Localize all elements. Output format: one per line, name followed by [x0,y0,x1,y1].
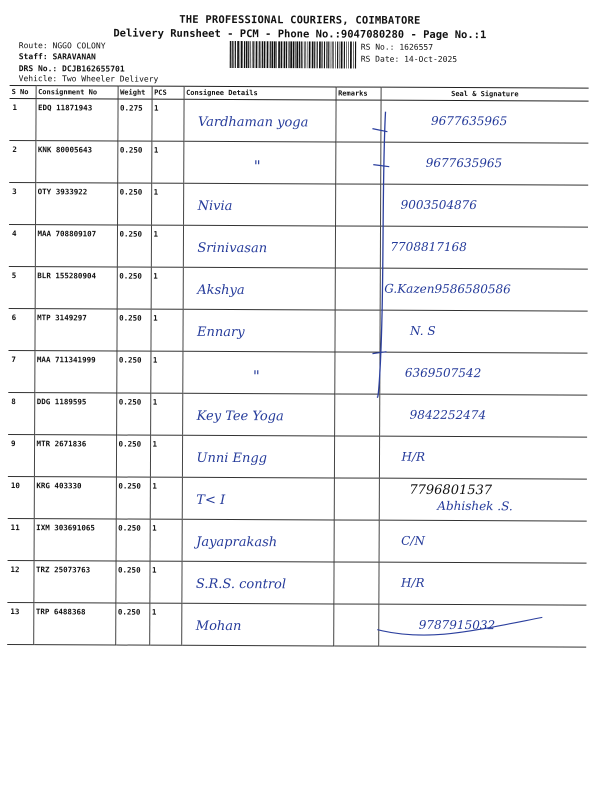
consignee-handwriting: S.R.S. control [195,576,287,593]
col-header-seal: Seal & Signature [381,87,589,101]
consignment-cell: MTP 3149297 [34,309,116,351]
consignee-handwriting: Key Tee Yoga [196,408,284,425]
signature-handwriting: 6369507542 [404,365,482,381]
sno-cell: 4 [9,225,35,267]
route-label: Route: [18,41,48,51]
consignment-cell: MAA 711341999 [34,351,116,393]
pcs-cell: 1 [150,351,182,393]
consignee-handwriting: Srinivasan [197,240,268,257]
consignment-cell: KNK 80005643 [35,141,117,183]
weight-cell: 0.250 [116,393,150,435]
signature-handwriting: 9677635965 [425,155,503,171]
rs-date-value: 14-Oct-2025 [404,54,458,64]
pcs-cell: 1 [151,267,183,309]
consignee-handwriting: Nivia [197,198,233,215]
sno-cell: 13 [7,603,33,645]
pcs-cell: 1 [151,225,183,267]
weight-cell: 0.250 [116,351,150,393]
consignee-handwriting: " [252,367,260,386]
pcs-cell: 1 [149,603,181,645]
staff-value: SARAVANAN [52,52,96,62]
sno-cell: 3 [9,183,35,225]
consignment-cell: MTR 2671836 [34,435,116,477]
pcs-cell: 1 [149,561,181,603]
weight-cell: 0.250 [115,561,149,603]
ink-tick-marks [371,129,389,354]
consignment-cell: KRG 403330 [34,477,116,519]
consignment-cell: TRZ 25073763 [33,561,115,603]
sno-cell: 8 [8,393,34,435]
signature-handwriting: H/R [401,449,426,464]
rs-date-label: RS Date: [360,54,400,64]
signature-handwriting: H/R [400,575,425,590]
company-title: THE PROFESSIONAL COURIERS, COIMBATORE [179,13,421,27]
weight-cell: 0.250 [117,183,151,225]
weight-cell: 0.250 [115,603,149,645]
col-header-consignment: Consignment No [36,86,118,99]
weight-cell: 0.250 [117,225,151,267]
consignee-handwriting: Unni Engg [196,450,268,467]
signature-handwriting: 9677635965 [430,113,508,129]
pcs-cell: 1 [150,519,182,561]
consignment-cell: OTY 3933922 [35,183,117,225]
vehicle-value: Two Wheeler Delivery [61,74,159,84]
pcs-cell: 1 [151,99,183,141]
sno-cell: 11 [8,519,34,561]
ink-bracket-line [377,112,385,398]
signature-handwriting: C/N [401,533,425,548]
weight-cell: 0.250 [116,435,150,477]
consignment-cell: IXM 303691065 [34,519,116,561]
consignment-cell: DDG 1189595 [34,393,116,435]
col-header-consignee: Consignee Details [184,86,336,100]
signature-handwriting: N. S [410,323,436,338]
consignee-handwriting: T< I [196,492,226,508]
consignment-cell: TRP 6488368 [33,603,115,645]
signature-handwriting: 9003504876 [400,197,477,213]
consignment-cell: EDQ 11871943 [35,99,117,141]
sno-cell: 5 [9,267,35,309]
sno-cell: 2 [9,141,35,183]
consignee-handwriting: Ennary [197,324,245,341]
sno-cell: 9 [8,435,34,477]
col-header-pcs: PCS [152,86,184,99]
pcs-cell: 1 [151,141,183,183]
col-header-weight: Weight [118,86,152,99]
signature-handwriting: 7796801537 [409,482,493,499]
pcs-cell: 1 [150,393,182,435]
weight-cell: 0.250 [116,519,150,561]
sno-cell: 1 [9,99,35,141]
weight-cell: 0.250 [116,477,150,519]
route-value: NGGO COLONY [52,41,106,51]
sno-cell: 12 [7,561,33,603]
signature-handwriting: G.Kazen9586580586 [384,281,511,297]
signature-handwriting: 9787915032 [418,617,496,633]
rs-no-label: RS No.: [360,42,395,52]
pcs-cell: 1 [150,435,182,477]
staff-label: Staff: [18,52,48,62]
consignment-cell: MAA 708809107 [35,225,117,267]
consignee-handwriting: Akshya [197,282,245,299]
pcs-cell: 1 [150,309,182,351]
vehicle-label: Vehicle: [18,74,58,84]
signature-handwriting: 7708817168 [390,239,467,255]
ink-signature-stroke [377,617,542,636]
signature-handwriting: 9842252474 [409,407,487,423]
weight-cell: 0.250 [117,141,151,183]
sno-cell: 7 [8,351,34,393]
consignee-handwriting: Mohan [195,618,242,635]
consignee-handwriting: Jayaprakash [196,534,278,551]
col-header-remarks: Remarks [336,87,381,100]
weight-cell: 0.275 [117,99,151,141]
weight-cell: 0.250 [116,309,150,351]
signer-name-handwriting: Abhishek .S. [437,498,513,514]
runsheet-subtitle: Delivery Runsheet - PCM - Phone No.:9047080280 - Page No.:1 [113,27,487,42]
pcs-cell: 1 [151,183,183,225]
sno-cell: 10 [8,477,34,519]
drs-value: DCJB162655701 [62,64,125,74]
consignment-cell: BLR 155280904 [35,267,117,309]
weight-cell: 0.250 [117,267,151,309]
pcs-cell: 1 [150,477,182,519]
consignee-handwriting: Vardhaman yoga [197,114,309,131]
drs-label: DRS No.: [18,64,58,74]
col-header-sno: S No [10,86,36,99]
consignee-handwriting: " [253,157,261,176]
rs-no-value: 1626557 [399,42,434,52]
sno-cell: 6 [8,309,34,351]
